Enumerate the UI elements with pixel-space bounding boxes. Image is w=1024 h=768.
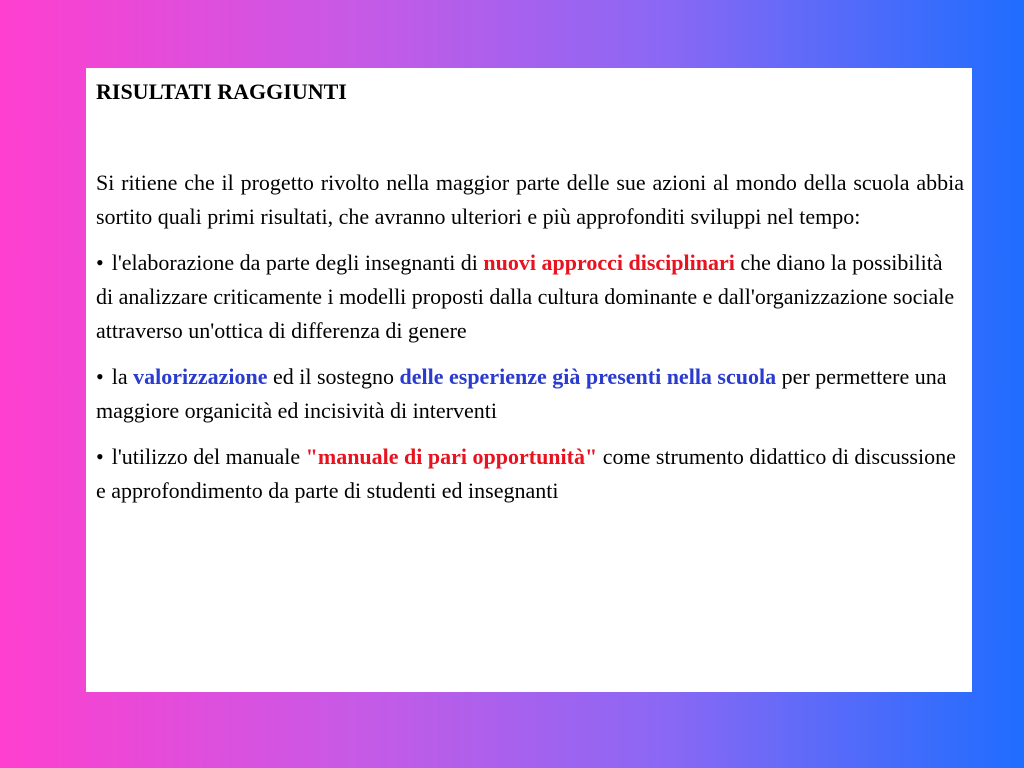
bullet3-highlight: "manuale di pari opportunità" (305, 444, 598, 469)
bullet2-highlight-2: delle esperienze già presenti nella scuola (399, 364, 777, 389)
bullet3-before: l'utilizzo del manuale (111, 444, 306, 469)
bullet-icon: • (96, 444, 104, 469)
bullet-item-3 (96, 440, 964, 508)
bullet1-after: che diano la possibilità di analizzare criticamente i modelli proposti dalla cultura dominante e dall'organizzazione sociale attraverso un'ottica di differenza di genere (96, 250, 955, 343)
bullet-item-2 (96, 360, 964, 428)
bullet1-before: l'elaborazione da parte degli insegnanti di (111, 250, 484, 275)
bullet2-highlight-1: valorizzazione (133, 364, 268, 389)
bullet-icon: • (96, 364, 104, 389)
slide-title: RISULTATI RAGGIUNTI (96, 79, 347, 104)
intro-paragraph: Si ritiene che il progetto rivolto nella maggior parte delle sue azioni al mondo della scuola abbia sortito quali primi risultati, che avranno ulteriori e più approfonditi sviluppi nel tempo: (96, 170, 964, 229)
bullet3-after: come strumento didattico di discussione e approfondimento da parte di studenti ed insegnanti (96, 444, 956, 503)
bullet2-middle: ed il sostegno (267, 364, 400, 389)
bullet-icon: • (96, 250, 104, 275)
bullet-item-1 (96, 246, 964, 348)
bullet1-highlight: nuovi approcci disciplinari (483, 250, 735, 275)
content-card (86, 68, 972, 692)
bullet2-after: per permettere una maggiore organicità ed incisività di interventi (96, 364, 947, 423)
bullet2-before: la (111, 364, 134, 389)
